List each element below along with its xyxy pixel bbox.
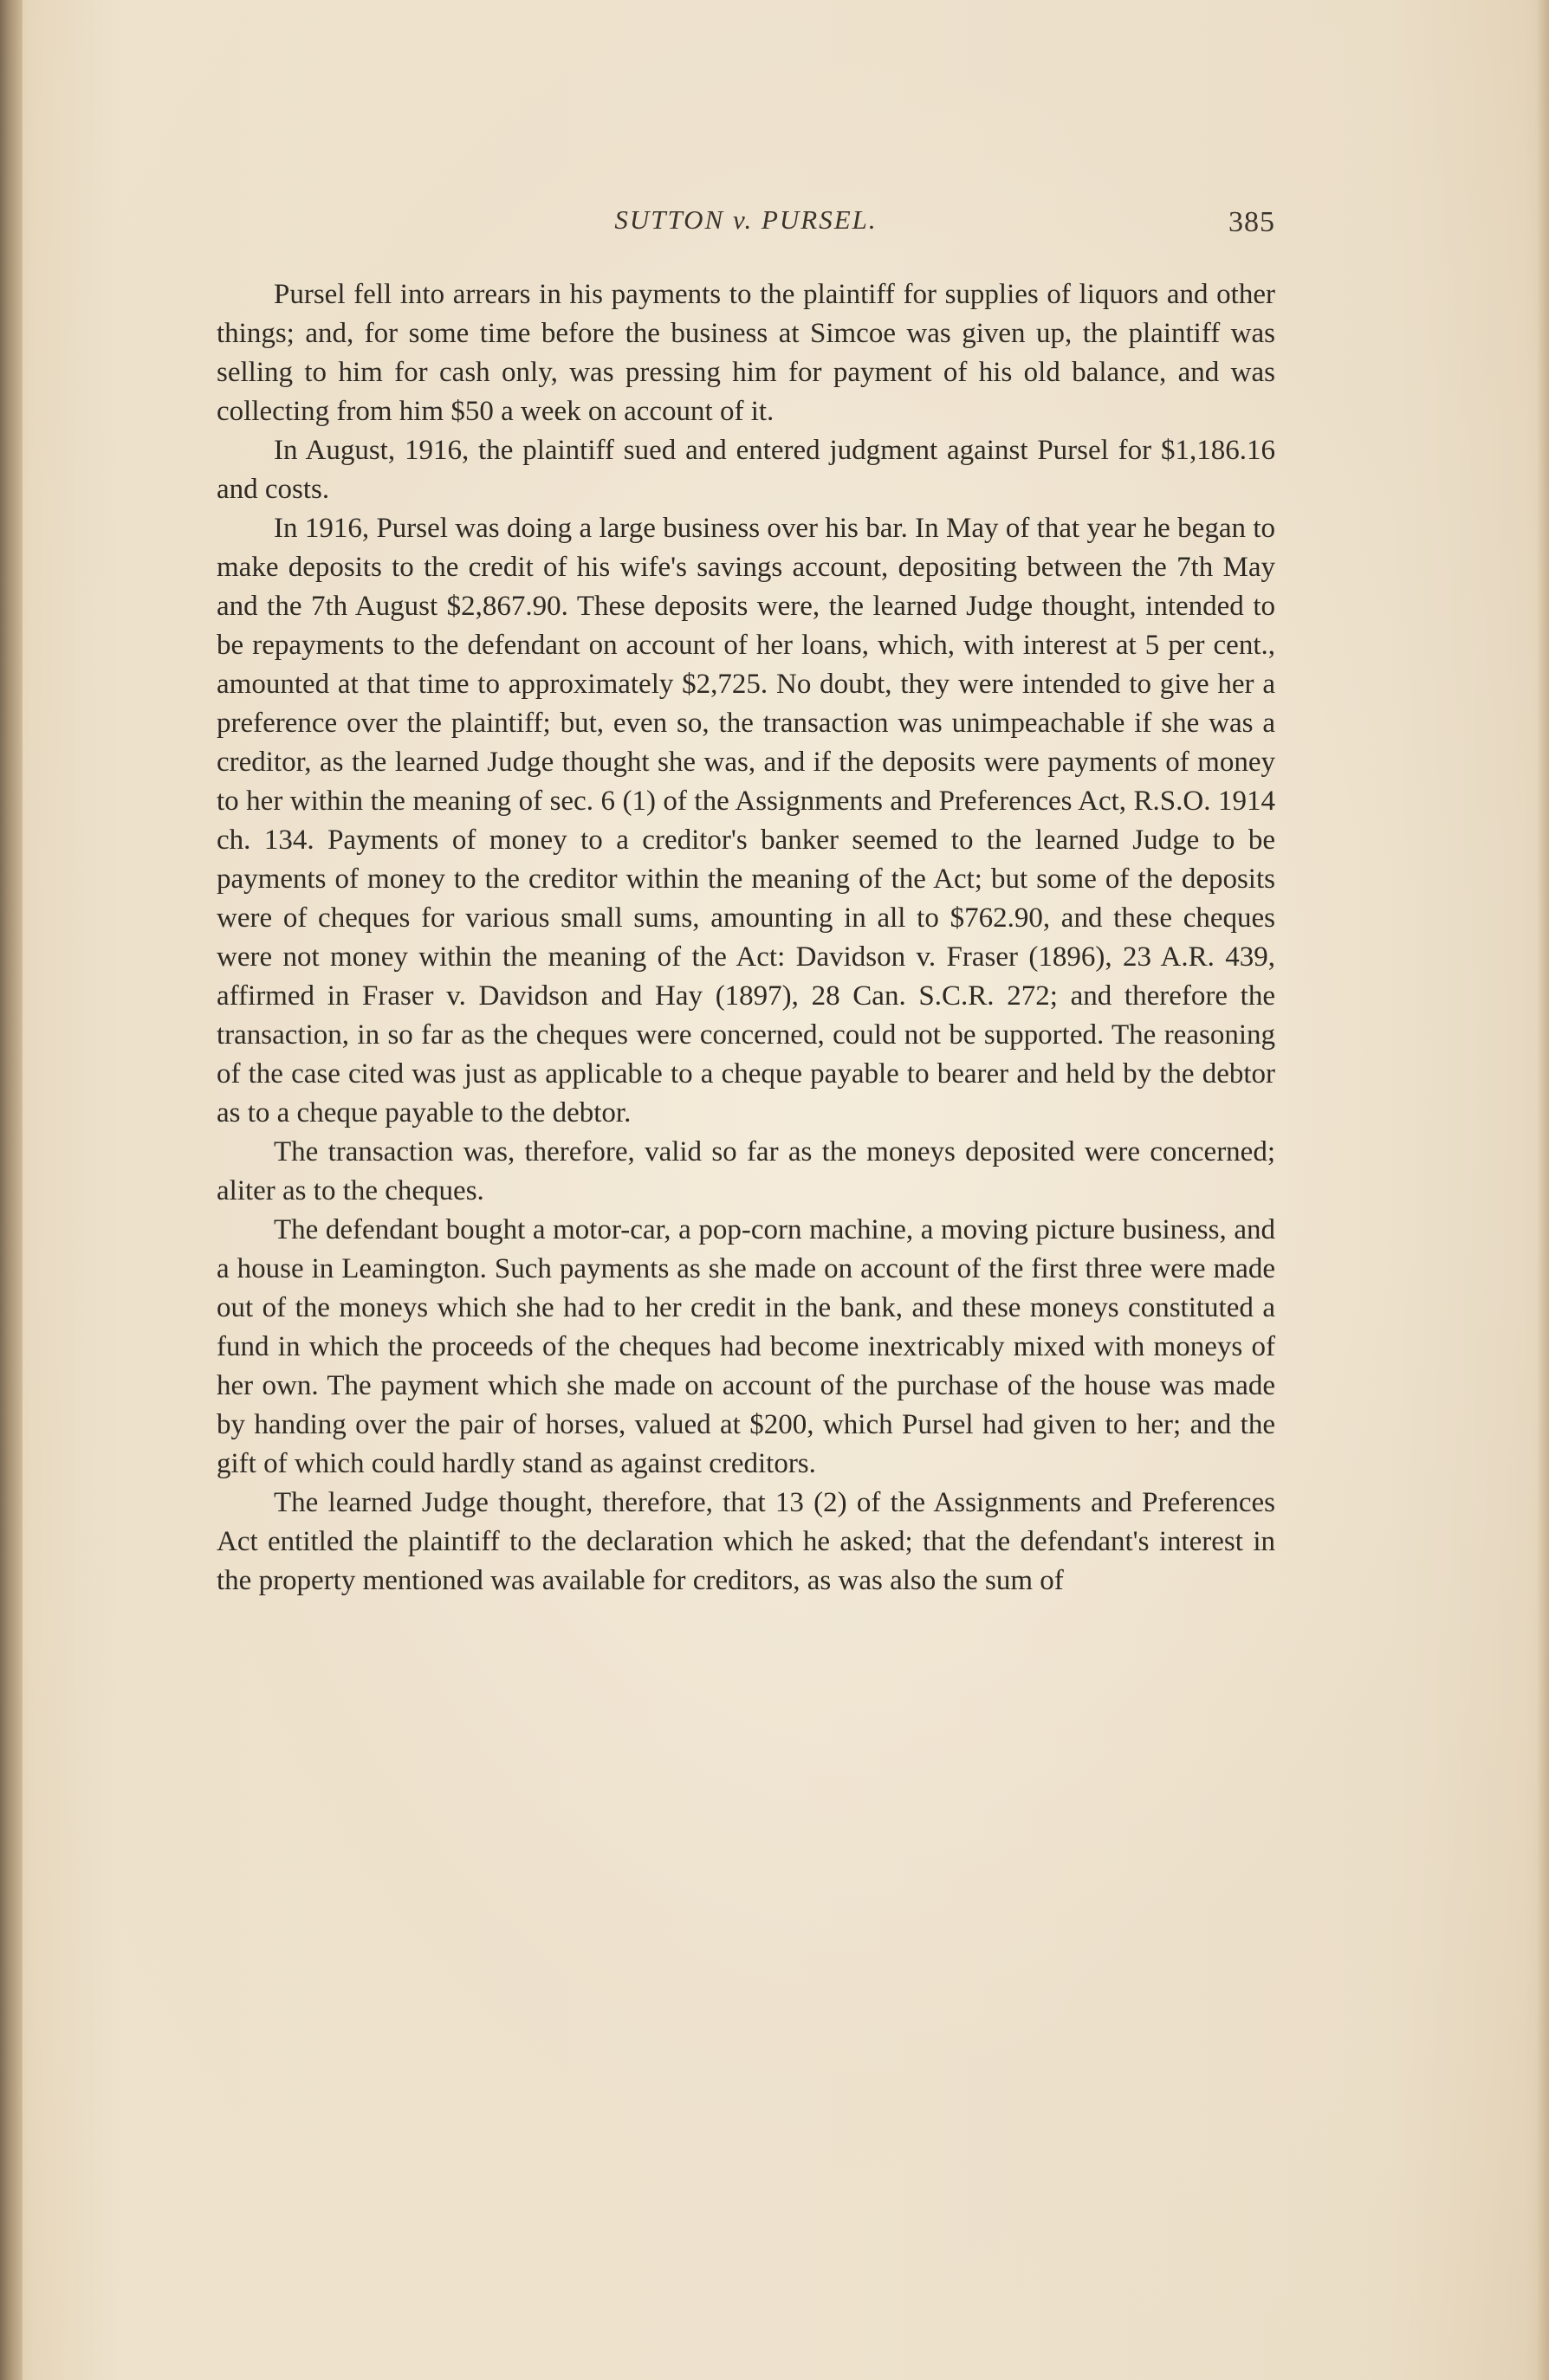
running-head: SUTTON v. PURSEL. [614, 204, 878, 235]
paragraph: In August, 1916, the plaintiff sued and entered judgment against Pursel for $1,186.16 and costs. [217, 435, 1275, 505]
paragraph: Pursel fell into arrears in his payments to the plaintiff for supplies of liquors and other things; and, for some time before the business at Simcoe was given up, the plaintiff was selling to him for cash only, was pressing him for payment of his old balance, and was collecting from him $50 a week on account of it. [217, 279, 1275, 427]
paragraph: The defendant bought a motor-car, a pop-corn machine, a moving picture business, and a house in Leamington. Such payments as she made on account of the first three were made out of the moneys which she had to her credit in the bank, and these moneys constituted a fund in which the proceeds of the cheques had become inextricably mixed with moneys of her own. The payment which she made on account of the purchase of the house was made by handing over the pair of horses, valued at $200, which Pursel had given to her; and the gift of which could hardly stand as against creditors. [217, 1214, 1275, 1479]
binding-shadow [0, 0, 23, 2380]
page-number: 385 [1228, 206, 1275, 238]
paragraph: The transaction was, therefore, valid so far as the moneys deposited were concerned; aliter as to the cheques. [217, 1136, 1275, 1206]
paragraph: The learned Judge thought, therefore, that 13 (2) of the Assignments and Preferences Act entitled the plaintiff to the declaration which he asked; that the defendant's interest in the property mentioned was available for creditors, as was also the sum of [217, 1487, 1275, 1596]
body-text [217, 275, 1275, 1601]
page-header [217, 204, 1275, 248]
paragraph: In 1916, Pursel was doing a large business over his bar. In May of that year he began to make deposits to the credit of his wife's savings account, depositing between the 7th May and the 7th August $2,867.90. These deposits were, the learned Judge thought, intended to be repayments to the defendant on account of her loans, which, with interest at 5 per cent., amounted at that time to approximately $2,725. No doubt, they were intended to give her a preference over the plaintiff; but, even so, the transaction was unimpeachable if she was a creditor, as the learned Judge thought she was, and if the deposits were payments of money to her within the meaning of sec. 6 (1) of the Assignments and Preferences Act, R.S.O. 1914 ch. 134. Payments of money to a creditor's banker seemed to the learned Judge to be payments of money to the creditor within the meaning of the Act; but some of the deposits were of cheques for various small sums, amounting in all to $762.90, and these cheques were not money within the meaning of the Act: Davidson v. Fraser (1896), 23 A.R. 439, affirmed in Fraser v. Davidson and Hay (1897), 28 Can. S.C.R. 272; and therefore the transaction, in so far as the cheques were concerned, could not be supported. The reasoning of the case cited was just as applicable to a cheque payable to bearer and held by the debtor as to a cheque payable to the debtor. [217, 513, 1275, 1129]
page-edge-shadow [1537, 0, 1549, 2380]
